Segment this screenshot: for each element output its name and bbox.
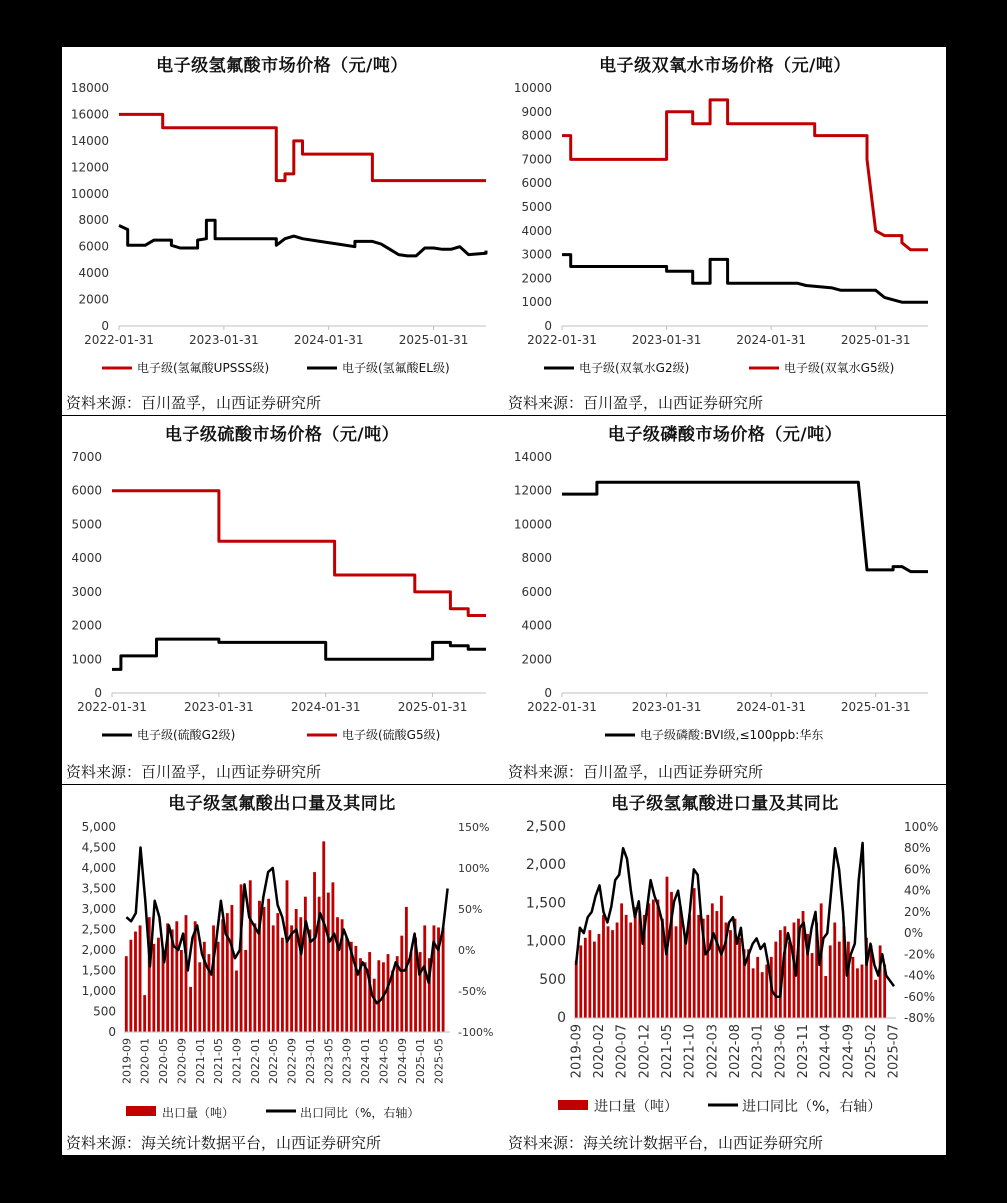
bar <box>290 925 293 1032</box>
y-right-tick-label: 20% <box>904 904 931 919</box>
x-tick-label: 2020-09 <box>175 1038 189 1084</box>
bar <box>629 923 632 1019</box>
y-right-tick-label: 100% <box>904 820 939 834</box>
chart-svg <box>504 416 946 784</box>
bar <box>387 954 390 1032</box>
bar <box>304 897 307 1032</box>
chart-title: 电子级双氧水市场价格（元/吨） <box>599 56 851 76</box>
bar <box>607 926 610 1018</box>
y-tick-label: 7000 <box>71 450 102 464</box>
series-line <box>562 255 928 303</box>
bar <box>720 896 723 1018</box>
y-right-tick-label: -50% <box>458 985 487 998</box>
x-tick-label: 2022-08 <box>728 1024 743 1079</box>
bar <box>874 980 877 1018</box>
y-left-tick-label: 1,000 <box>81 984 116 998</box>
x-tick-label: 2024-01-31 <box>736 700 807 714</box>
y-left-tick-label: 2,500 <box>525 819 566 835</box>
bar <box>579 945 582 1018</box>
chart-panel-hf-export <box>62 785 502 1155</box>
x-tick-label: 2021-09 <box>230 1038 244 1084</box>
bar <box>856 968 859 1018</box>
bar <box>194 921 197 1032</box>
y-tick-label: 2000 <box>521 271 552 286</box>
legend-label: 电子级(氢氟酸EL级) <box>342 361 450 375</box>
legend-label: 电子级磷酸:BVI级,≤100ppb:华东 <box>640 728 824 742</box>
chart-panel-h2o2-price <box>504 47 946 415</box>
chart-panel-h3po4-price <box>504 416 946 784</box>
bar <box>602 915 605 1018</box>
bar <box>235 971 238 1033</box>
bar <box>647 903 650 1018</box>
bar <box>697 915 700 1018</box>
y-tick-label: 0 <box>101 319 109 333</box>
bar <box>634 907 637 1018</box>
source-note: 资料来源：百川盈孚，山西证券研究所 <box>66 394 322 412</box>
bar <box>249 880 252 1032</box>
x-tick-label: 2021-05 <box>659 1024 675 1079</box>
bar <box>281 938 284 1032</box>
bar <box>811 953 814 1018</box>
y-tick-label: 6000 <box>521 176 552 191</box>
y-left-tick-label: 3,500 <box>81 881 116 896</box>
bar <box>738 938 741 1018</box>
x-tick-label: 2022-01-31 <box>84 333 154 347</box>
x-tick-label: 2024-01-31 <box>736 333 807 347</box>
y-right-tick-label: -80% <box>904 1011 936 1025</box>
y-left-tick-label: 4,500 <box>81 840 116 855</box>
y-left-tick-label: 0 <box>557 1010 566 1026</box>
y-tick-label: 4000 <box>78 266 109 281</box>
x-tick-label: 2020-05 <box>157 1038 171 1084</box>
bar <box>345 938 348 1032</box>
y-tick-label: 18000 <box>70 81 109 95</box>
bar <box>715 911 718 1018</box>
bar <box>309 930 312 1033</box>
bar <box>230 905 233 1032</box>
x-tick-label: 2025-05 <box>432 1038 446 1084</box>
x-tick-label: 2023-11 <box>796 1024 812 1079</box>
y-tick-label: 6000 <box>78 239 109 254</box>
legend-swatch-bar <box>126 1106 156 1116</box>
source-note: 资料来源：百川盈孚，山西证券研究所 <box>508 394 764 412</box>
bar <box>693 888 696 1018</box>
x-tick-label: 2023-01 <box>303 1038 317 1084</box>
bar <box>756 957 759 1018</box>
x-tick-label: 2023-01-31 <box>188 333 259 347</box>
y-right-tick-label: 50% <box>458 903 483 916</box>
bar <box>322 841 325 1032</box>
bar <box>400 936 403 1032</box>
y-tick-label: 4000 <box>521 223 552 238</box>
bar <box>774 942 777 1018</box>
x-tick-label: 2025-07 <box>886 1024 902 1079</box>
bar <box>711 903 714 1018</box>
bar <box>625 915 628 1018</box>
bar <box>327 893 330 1032</box>
chart-title: 电子级磷酸市场价格（元/吨） <box>607 425 843 445</box>
bar <box>824 976 827 1018</box>
legend-label: 电子级(氢氟酸UPSSS级) <box>137 361 270 375</box>
legend-label: 电子级(硫酸G2级) <box>137 728 236 742</box>
x-tick-label: 2022-01-31 <box>77 700 147 714</box>
y-tick-label: 16000 <box>70 107 109 122</box>
y-right-tick-label: 0% <box>904 926 924 941</box>
chart-title: 电子级氢氟酸出口量及其同比 <box>168 794 396 814</box>
series-line <box>112 491 486 616</box>
bar <box>652 900 655 1018</box>
y-tick-label: 2000 <box>71 618 102 633</box>
bar <box>847 942 850 1018</box>
x-tick-label: 2025-01-31 <box>397 700 468 714</box>
bar <box>198 962 201 1032</box>
legend-label: 进口量（吨） <box>594 1099 678 1115</box>
bar <box>377 960 380 1032</box>
x-tick-label: 2023-09 <box>340 1038 354 1084</box>
bar <box>175 921 178 1032</box>
chart-title: 电子级氢氟酸市场价格（元/吨） <box>156 56 408 76</box>
y-tick-label: 3000 <box>521 247 552 262</box>
bar <box>134 932 137 1032</box>
bar <box>253 923 256 1032</box>
bar <box>410 952 413 1032</box>
bar <box>861 965 864 1018</box>
x-tick-label: 2024-01-31 <box>293 333 364 347</box>
chart-svg <box>504 47 946 415</box>
x-tick-label: 2022-09 <box>285 1038 299 1084</box>
bar <box>221 919 224 1032</box>
bar <box>598 934 601 1018</box>
series-line <box>119 220 486 256</box>
y-tick-label: 4000 <box>71 551 102 566</box>
bar <box>829 945 832 1018</box>
y-tick-label: 14000 <box>70 133 109 148</box>
bar <box>373 979 376 1032</box>
legend-label: 出口量（吨） <box>162 1106 235 1120</box>
y-right-tick-label: 150% <box>458 821 490 834</box>
x-tick-label: 2023-01-31 <box>183 700 254 714</box>
x-tick-label: 2025-02 <box>864 1024 880 1079</box>
y-tick-label: 1000 <box>521 295 552 310</box>
y-left-tick-label: 500 <box>539 971 566 988</box>
x-tick-label: 2023-01-31 <box>631 333 702 347</box>
x-tick-label: 2023-01-31 <box>631 700 702 714</box>
series-line <box>112 639 486 669</box>
x-tick-label: 2021-01 <box>193 1038 207 1084</box>
y-tick-label: 0 <box>544 686 552 700</box>
y-tick-label: 0 <box>94 686 102 700</box>
chart-svg <box>504 785 946 1155</box>
y-tick-label: 10000 <box>70 186 109 201</box>
bar <box>263 907 266 1032</box>
bar <box>833 923 836 1019</box>
legend-label: 出口同比（%，右轴） <box>300 1106 420 1120</box>
series-line <box>119 114 486 180</box>
y-tick-label: 1000 <box>71 652 102 667</box>
x-tick-label: 2025-01-31 <box>840 333 911 347</box>
chart-panel-hf-import <box>504 785 946 1155</box>
y-tick-label: 9000 <box>521 104 552 119</box>
bar <box>675 926 678 1018</box>
bar <box>180 950 183 1032</box>
bar <box>656 900 659 1018</box>
y-right-tick-label: 100% <box>458 862 490 875</box>
bar <box>189 987 192 1032</box>
x-tick-label: 2024-01-31 <box>290 700 361 714</box>
y-tick-label: 6000 <box>71 483 102 498</box>
bar <box>364 962 367 1032</box>
y-right-tick-label: -20% <box>904 947 936 962</box>
bar <box>765 965 768 1018</box>
series-line <box>562 100 928 250</box>
y-right-tick-label: 40% <box>904 883 931 898</box>
y-tick-label: 7000 <box>521 152 552 167</box>
bar <box>272 925 275 1032</box>
y-left-tick-label: 5,000 <box>81 820 116 834</box>
y-right-tick-label: -100% <box>458 1026 494 1039</box>
y-right-tick-label: 80% <box>904 841 931 856</box>
x-tick-label: 2024-04 <box>818 1024 834 1079</box>
bar <box>313 872 316 1032</box>
bar <box>575 961 578 1018</box>
bar <box>442 927 445 1032</box>
bar <box>208 954 211 1032</box>
x-tick-label: 2024-09 <box>395 1038 409 1084</box>
y-left-tick-label: 2,500 <box>81 922 116 937</box>
bar <box>752 968 755 1018</box>
bar <box>143 995 146 1032</box>
y-tick-label: 10000 <box>513 517 552 532</box>
x-tick-label: 2020-07 <box>614 1024 630 1079</box>
bar <box>761 972 764 1018</box>
x-tick-label: 2024-05 <box>377 1038 391 1084</box>
y-right-tick-label: 0% <box>458 944 476 957</box>
source-note: 资料来源：海关统计数据平台，山西证券研究所 <box>66 1134 382 1152</box>
bar <box>295 909 298 1032</box>
legend-label: 电子级(双氧水G2级) <box>579 361 690 375</box>
chart-panel-h2so4-price <box>62 416 502 784</box>
y-left-tick-label: 500 <box>93 1004 116 1019</box>
bar <box>593 942 596 1018</box>
chart-svg <box>62 47 502 415</box>
bar <box>331 882 334 1032</box>
x-tick-label: 2024-01 <box>359 1038 373 1084</box>
x-tick-label: 2024-09 <box>841 1024 857 1079</box>
chart-panel-hf-price <box>62 47 502 415</box>
legend-label: 电子级(双氧水G5级) <box>784 361 895 375</box>
y-tick-label: 14000 <box>513 450 552 464</box>
bar <box>584 938 587 1018</box>
bar <box>684 934 687 1018</box>
bar <box>286 880 289 1032</box>
y-right-tick-label: 60% <box>904 862 931 877</box>
series-line <box>562 482 928 571</box>
y-tick-label: 3000 <box>71 584 102 599</box>
legend-label: 进口同比（%，右轴） <box>742 1099 882 1115</box>
bar <box>611 930 614 1018</box>
bar <box>729 930 732 1018</box>
bar <box>788 942 791 1018</box>
y-tick-label: 5000 <box>71 517 102 532</box>
y-right-tick-label: -60% <box>904 989 936 1004</box>
source-note: 资料来源：海关统计数据平台，山西证券研究所 <box>508 1134 824 1152</box>
y-tick-label: 5000 <box>521 200 552 214</box>
chart-svg <box>62 416 502 784</box>
x-tick-label: 2019-09 <box>120 1038 134 1084</box>
x-tick-label: 2022-05 <box>267 1038 281 1084</box>
x-tick-label: 2021-05 <box>212 1038 226 1084</box>
y-tick-label: 12000 <box>70 160 109 175</box>
y-left-tick-label: 1,500 <box>81 963 116 978</box>
y-tick-label: 8000 <box>521 128 552 143</box>
x-tick-label: 2025-01-31 <box>840 700 911 714</box>
x-tick-label: 2023-05 <box>322 1038 336 1084</box>
bar <box>588 930 591 1018</box>
x-tick-label: 2019-09 <box>569 1024 585 1079</box>
x-tick-label: 2022-01-31 <box>527 700 597 714</box>
y-tick-label: 10000 <box>513 81 552 95</box>
y-left-tick-label: 2,000 <box>81 943 116 957</box>
x-tick-label: 2025-01-31 <box>398 333 469 347</box>
y-tick-label: 0 <box>544 319 552 333</box>
bar <box>354 946 357 1032</box>
source-note: 资料来源：百川盈孚，山西证券研究所 <box>66 763 322 781</box>
bar <box>217 942 220 1032</box>
legend-label: 电子级(硫酸G5级) <box>342 728 441 742</box>
chart-svg <box>62 785 502 1155</box>
y-tick-label: 12000 <box>513 483 552 498</box>
y-tick-label: 6000 <box>521 584 552 599</box>
chart-title: 电子级硫酸市场价格（元/吨） <box>164 425 400 445</box>
bar <box>852 957 855 1018</box>
y-tick-label: 2000 <box>521 652 552 667</box>
bar <box>299 917 302 1032</box>
bar <box>336 917 339 1032</box>
x-tick-label: 2023-01 <box>750 1024 766 1079</box>
y-left-tick-label: 1,500 <box>525 895 566 912</box>
y-left-tick-label: 4,000 <box>81 861 116 875</box>
x-tick-label: 2020-01 <box>138 1038 152 1084</box>
legend-swatch-bar <box>558 1100 588 1110</box>
x-tick-label: 2023-06 <box>773 1024 789 1079</box>
bar <box>244 950 247 1032</box>
y-left-tick-label: 0 <box>108 1025 116 1039</box>
bar <box>706 915 709 1018</box>
x-tick-label: 2022-01 <box>248 1038 262 1084</box>
y-right-tick-label: -40% <box>904 968 936 983</box>
bar <box>423 925 426 1032</box>
y-left-tick-label: 1,000 <box>525 933 566 950</box>
bar <box>157 938 160 1032</box>
x-tick-label: 2021-10 <box>682 1024 698 1079</box>
bar <box>212 925 215 1032</box>
bar <box>276 913 279 1032</box>
bar <box>267 899 270 1032</box>
bar <box>616 923 619 1019</box>
bar <box>679 907 682 1018</box>
report-figure-sheet <box>62 47 946 1155</box>
x-tick-label: 2020-02 <box>591 1024 607 1079</box>
y-tick-label: 4000 <box>521 618 552 633</box>
bar <box>129 940 132 1032</box>
x-tick-label: 2020-12 <box>637 1024 653 1079</box>
bar <box>152 944 155 1032</box>
y-tick-label: 8000 <box>78 213 109 228</box>
source-note: 资料来源：百川盈孚，山西证券研究所 <box>508 763 764 781</box>
bar <box>125 956 128 1032</box>
y-left-tick-label: 2,000 <box>525 857 566 874</box>
bar <box>139 925 142 1032</box>
chart-title: 电子级氢氟酸进口量及其同比 <box>611 794 839 814</box>
x-tick-label: 2022-01-31 <box>527 333 597 347</box>
y-left-tick-label: 3,000 <box>81 902 116 916</box>
y-tick-label: 8000 <box>521 551 552 566</box>
bar <box>620 903 623 1018</box>
bar <box>838 942 841 1018</box>
y-tick-label: 2000 <box>78 292 109 307</box>
x-tick-label: 2025-01 <box>414 1038 428 1084</box>
bar <box>185 915 188 1032</box>
x-tick-label: 2022-03 <box>705 1024 721 1079</box>
